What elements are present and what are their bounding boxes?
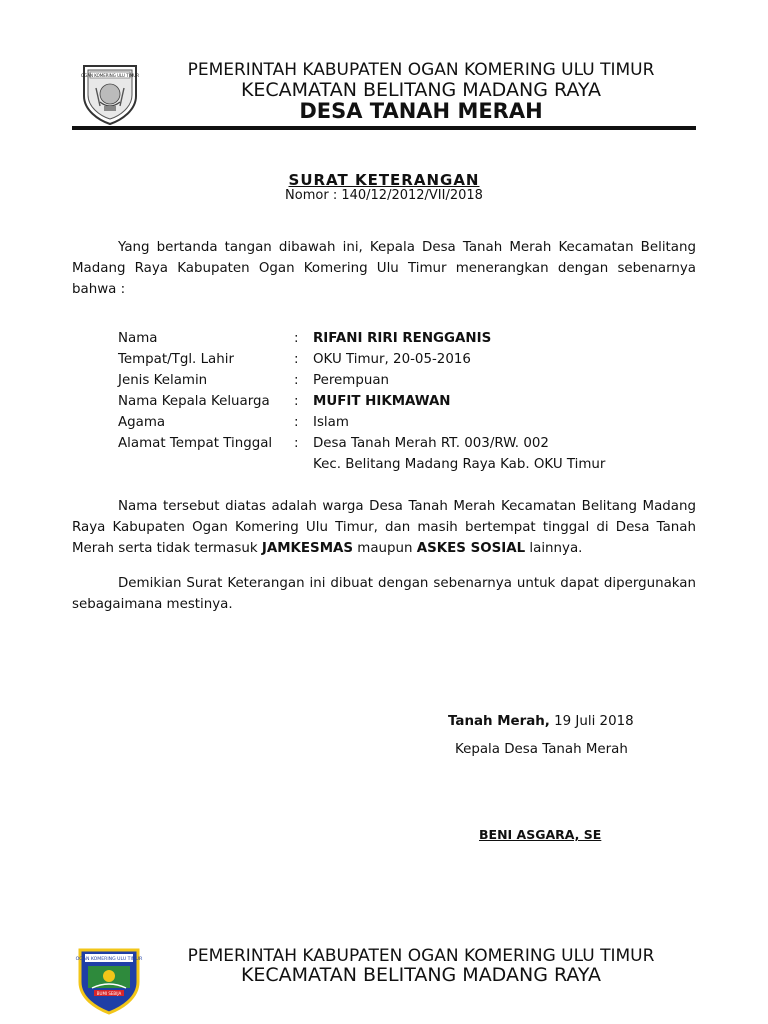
footer-logo [74, 946, 144, 1016]
kop-line-3: DESA TANAH MERAH [299, 99, 543, 123]
footer-logo-top-text: OGAN KOMERING ULU TIMUR [75, 957, 143, 962]
signature-place: Tanah Merah, [448, 714, 550, 729]
field-separator: : [294, 352, 299, 367]
field-label: Agama [118, 415, 166, 430]
field-value: Perempuan [313, 373, 390, 388]
field-label: Nama Kepala Keluarga [118, 394, 270, 409]
kop-rule-thick [72, 126, 696, 130]
field-value: RIFANI RIRI RENGGANIS [313, 331, 492, 346]
signature-position: Kepala Desa Tanah Merah [455, 742, 628, 757]
kop-line-2: KECAMATAN BELITANG MADANG RAYA [240, 79, 602, 101]
body-text-askes: ASKES SOSIAL [416, 541, 526, 556]
body-text: lainnya. [525, 541, 583, 556]
body-text: maupun [353, 541, 417, 556]
field-label: Alamat Tempat Tinggal [118, 436, 273, 451]
kop-logo-text: OGAN KOMERING ULU TIMUR [80, 73, 140, 78]
field-separator: : [294, 436, 299, 451]
body-paragraph-1 [72, 496, 696, 559]
footer-line-1: PEMERINTAH KABUPATEN OGAN KOMERING ULU TIMUR [187, 946, 655, 966]
field-value: Kec. Belitang Madang Raya Kab. OKU Timur [313, 457, 606, 472]
intro-paragraph: Yang bertanda tangan dibawah ini, Kepala Desa Tanah Merah Kecamatan Belitang Madang Raya Kabupaten Ogan Komering Ulu Timur menerangkan dengan sebenarnya bahwa : [72, 240, 696, 297]
footer-logo-bottom-text: BUMI SEBIJA [96, 991, 122, 996]
signature-date: 19 Juli 2018 [549, 714, 634, 729]
signature-name: BENI ASGARA, SE [479, 827, 602, 842]
field-separator: : [294, 394, 299, 409]
body-text-jamkesmas: JAMKESMAS [261, 541, 354, 556]
field-value: Islam [313, 415, 349, 430]
field-separator: : [294, 415, 299, 430]
letter-title: SURAT KETERANGAN [288, 171, 480, 189]
kop-line-1: PEMERINTAH KABUPATEN OGAN KOMERING ULU TIMUR [187, 60, 655, 80]
field-label: Jenis Kelamin [118, 373, 208, 388]
field-label: Tempat/Tgl. Lahir [118, 352, 234, 367]
field-value: Desa Tanah Merah RT. 003/RW. 002 [313, 436, 549, 451]
signature-place-date [448, 714, 634, 729]
letter-number: Nomor : 140/12/2012/VII/2018 [285, 188, 483, 203]
field-separator: : [294, 331, 299, 346]
body-text: Nama tersebut diatas adalah warga Desa Tanah Merah Kecamatan Belitang Madang Raya Kabupaten Ogan Komering Ulu Timur, dan masih bertempat tinggal di Desa Tanah Merah serta tidak termasuk [72, 499, 696, 556]
footer-line-2: KECAMATAN BELITANG MADANG RAYA [240, 964, 602, 986]
field-value: MUFIT HIKMAWAN [313, 394, 451, 409]
field-separator: : [294, 373, 299, 388]
field-value: OKU Timur, 20-05-2016 [313, 352, 471, 367]
field-label: Nama [118, 331, 158, 346]
body-paragraph-2: Demikian Surat Keterangan ini dibuat dengan sebenarnya untuk dapat dipergunakan sebagaimana mestinya. [72, 576, 696, 612]
kop-logo [78, 62, 142, 126]
